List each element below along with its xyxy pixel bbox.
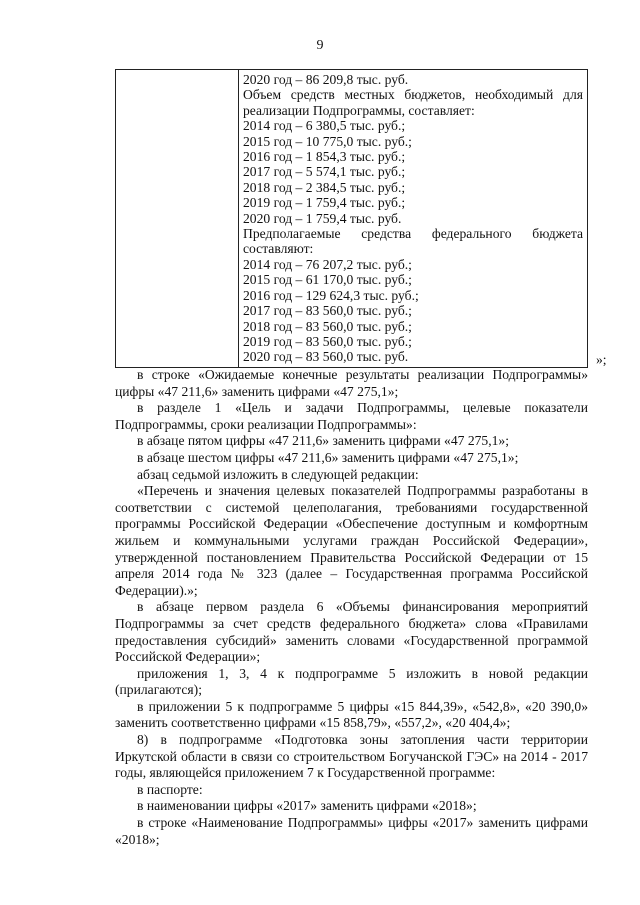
cell-line: Объем средств местных бюджетов, необходимый для — [243, 87, 583, 103]
cell-line: 2019 год – 1 759,4 тыс. руб.; — [243, 195, 406, 211]
paragraph: в наименовании цифры «2017» заменить цифрами «2018»; — [137, 798, 477, 814]
column-divider — [238, 70, 239, 367]
cell-line: 2019 год – 83 560,0 тыс. руб.; — [243, 333, 412, 349]
cell-line: 2020 год – 1 759,4 тыс. руб. — [243, 210, 402, 226]
paragraph: абзац седьмой изложить в следующей редакции: — [137, 466, 419, 482]
cell-line: 2017 год – 5 574,1 тыс. руб.; — [243, 164, 406, 180]
paragraph: в приложении 5 к подпрограмме 5 цифры «15 844,39», «542,8», «20 390,0» заменить соответственно цифрами «15 858,79», «557,2», «20 404,4»; — [115, 698, 588, 731]
paragraph: в разделе 1 «Цель и задачи Подпрограммы, целевые показатели Подпрограммы, сроки реализации Подпрограммы»: — [115, 400, 588, 432]
cell-line: 2014 год – 6 380,5 тыс. руб.; — [243, 118, 406, 134]
cell-line: реализации Подпрограммы, составляет: — [243, 102, 475, 118]
cell-line: 2020 год – 86 209,8 тыс. руб. — [243, 72, 409, 87]
paragraph: в паспорте: — [137, 781, 203, 797]
paragraph: «Перечень и значения целевых показателей Подпрограммы разработаны в соответствии с системой целеполагания, требованиями государственной программы Российской Федерации «Обеспечение доступным и комфортным жильем и коммунальными услугами граждан Российской Федерации», утвержденной постановлением Правительства Российской Федерации от 15 апреля 2014 года № 323 (далее – Государственная программа Российской Федерации).»; — [115, 483, 588, 598]
paragraph: приложения 1, 3, 4 к подпрограмме 5 изложить в новой редакции (прилагаются); — [115, 665, 588, 698]
paragraph: в абзаце первом раздела 6 «Объемы финансирования мероприятий Подпрограммы за счет средств федерального бюджета» слова «Правилами предоставления субсидий» заменить словами «Государственной программой Российской Федерации»; — [115, 599, 588, 665]
cell-line: составляют: — [243, 241, 314, 257]
cell-line: 2014 год – 76 207,2 тыс. руб.; — [243, 256, 412, 272]
financing-cell — [243, 72, 583, 365]
page-number: 9 — [316, 38, 324, 53]
paragraph: 8) в подпрограмме «Подготовка зоны затопления части территории Иркутской области в связи со строительством Богучанской ГЭС» на 2014 - 2017 годы, являющейся приложением 7 к Государственной программе: — [115, 732, 588, 781]
closing-quote-mark: »; — [596, 352, 607, 367]
document-body — [115, 367, 588, 848]
cell-line: 2017 год – 83 560,0 тыс. руб.; — [243, 303, 412, 319]
cell-line: Предполагаемые средства федерального бюджета — [243, 226, 583, 242]
cell-line: 2016 год – 1 854,3 тыс. руб.; — [243, 149, 406, 165]
cell-line: 2015 год – 61 170,0 тыс. руб.; — [243, 272, 412, 288]
cell-line: 2018 год – 83 560,0 тыс. руб.; — [243, 318, 412, 334]
cell-line: 2016 год – 129 624,3 тыс. руб.; — [243, 287, 419, 303]
paragraph: в строке «Наименование Подпрограммы» цифры «2017» заменить цифрами «2018»; — [115, 815, 588, 847]
financing-table — [115, 69, 588, 368]
paragraph: в абзаце пятом цифры «47 211,6» заменить цифрами «47 275,1»; — [137, 433, 509, 449]
paragraph: в абзаце шестом цифры «47 211,6» заменить цифрами «47 275,1»; — [137, 449, 519, 465]
paragraph: в строке «Ожидаемые конечные результаты реализации Подпрограммы» цифры «47 211,6» заменить цифрами «47 275,1»; — [115, 367, 588, 399]
cell-line: 2020 год – 83 560,0 тыс. руб. — [243, 349, 409, 365]
cell-line: 2015 год – 10 775,0 тыс. руб.; — [243, 133, 412, 149]
cell-line: 2018 год – 2 384,5 тыс. руб.; — [243, 179, 406, 195]
